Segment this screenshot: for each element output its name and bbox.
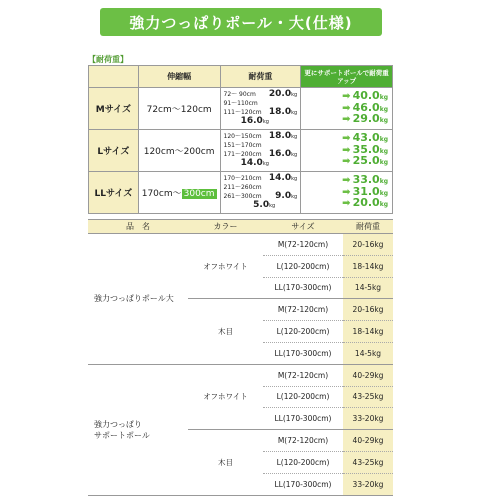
table-row [88, 364, 393, 386]
product-name-cell: 強力つっぱりポール大 [88, 234, 188, 365]
spec-header-length: 伸縮幅 [138, 66, 220, 88]
size-cell: L(120-200cm) [263, 386, 343, 408]
detail-header-load: 耐荷重 [343, 220, 393, 234]
spec-loads-cell [220, 130, 301, 172]
spec-loads-cell [220, 88, 301, 130]
spec-upgrade-value: 40.0kg [352, 89, 388, 103]
spec-length-highlight: 300cm [183, 189, 215, 199]
arrow-right-icon: ➡ [342, 114, 351, 126]
spec-load-unit: kg [291, 134, 298, 140]
spec-load-value: 18.0kg [268, 107, 298, 117]
spec-load-unit: kg [291, 152, 298, 158]
load-cell: 20-16kg [343, 234, 393, 256]
detail-header-size: サイズ [263, 220, 343, 234]
size-cell: LL(170-300cm) [263, 408, 343, 430]
spec-header-load: 耐荷重 [220, 66, 301, 88]
spec-load-value: 9.0kg [275, 191, 298, 201]
spec-load-value: 20.0kg [268, 89, 298, 99]
spec-length-text: 72cm〜120cm [146, 105, 212, 115]
size-cell: M(72-120cm) [263, 430, 343, 452]
spec-load-value: 5.0kg [253, 200, 276, 210]
load-cell: 40-29kg [343, 430, 393, 452]
spec-size-cell: Mサイズ [89, 88, 139, 130]
spec-upgrade-value: 46.0kg [352, 100, 388, 114]
load-cell: 43-25kg [343, 451, 393, 473]
spec-size-cell: Lサイズ [89, 130, 139, 172]
arrow-right-icon: ➡ [342, 102, 351, 114]
spec-load-line [224, 132, 298, 141]
load-cell: 33-20kg [343, 473, 393, 495]
product-detail-table [88, 219, 393, 496]
load-cell: 18-14kg [343, 255, 393, 277]
size-cell: M(72-120cm) [263, 299, 343, 321]
spec-load-value: 16.0kg [240, 116, 269, 126]
spec-load-range: 171〜200cm [223, 151, 262, 158]
load-cell: 33-20kg [343, 408, 393, 430]
spec-upgrade-line [305, 114, 388, 126]
load-cell: 40-29kg [343, 364, 393, 386]
size-cell: L(120-200cm) [263, 451, 343, 473]
table-row [88, 234, 393, 256]
load-cell: 14-5kg [343, 342, 393, 364]
load-cell: 20-16kg [343, 299, 393, 321]
spec-length-cell [138, 130, 220, 172]
detail-header-product: 品 名 [88, 220, 188, 234]
spec-upgrade-unit: kg [379, 117, 388, 125]
size-cell: M(72-120cm) [263, 234, 343, 256]
spec-upgrade-value: 35.0kg [352, 142, 388, 156]
spec-load-value: 14.0kg [240, 158, 269, 168]
spec-load-range: 170〜210cm [223, 175, 262, 182]
spec-load-line [224, 174, 298, 183]
size-cell: M(72-120cm) [263, 364, 343, 386]
color-cell: 木目 [188, 299, 263, 364]
spec-load-range: 91〜110cm [223, 100, 258, 107]
spec-load-range: 111〜120cm [223, 109, 262, 116]
spec-load-unit: kg [291, 176, 298, 182]
load-cell: 18-14kg [343, 321, 393, 343]
arrow-right-icon: ➡ [342, 91, 351, 103]
spec-upgrade-unit: kg [379, 159, 388, 167]
spec-load-range: 151〜170cm [223, 142, 262, 149]
size-cell: L(120-200cm) [263, 321, 343, 343]
spec-load-range: 211〜260cm [223, 184, 262, 191]
spec-upgrade-unit: kg [379, 189, 388, 197]
spec-load-range: 72〜 90cm [223, 91, 256, 98]
spec-upgrade-unit: kg [379, 136, 388, 144]
arrow-right-icon: ➡ [342, 133, 351, 145]
spec-load-value: 14.0kg [268, 173, 298, 183]
spec-upgrade-value: 25.0kg [352, 154, 388, 168]
spec-upgrade-unit: kg [379, 201, 388, 209]
spec-upgrade-line [305, 156, 388, 168]
spec-load-unit: kg [262, 119, 269, 125]
spec-length-cell [138, 88, 220, 130]
spec-loads-cell [220, 172, 301, 214]
color-cell: オフホワイト [188, 364, 263, 429]
spec-length-cell [138, 172, 220, 214]
spec-length-text: 170cm〜 [141, 189, 182, 199]
spec-header-upgrade: 更にサポートポールで耐荷重アップ [301, 66, 393, 88]
spec-upgrade-cell [301, 172, 393, 214]
spec-header-blank [89, 66, 139, 88]
spec-upgrade-cell [301, 130, 393, 172]
spec-load-unit: kg [291, 194, 298, 200]
spec-load-unit: kg [269, 203, 276, 209]
spec-load-range: 261〜300cm [223, 193, 262, 200]
spec-load-line [224, 90, 298, 99]
product-name-cell: 強力つっぱり サポートポール [88, 364, 188, 495]
spec-row [89, 88, 393, 130]
spec-upgrade-cell [301, 88, 393, 130]
spec-upgrade-value: 29.0kg [352, 112, 388, 126]
size-cell: L(120-200cm) [263, 255, 343, 277]
arrow-right-icon: ➡ [342, 156, 351, 168]
spec-row [89, 172, 393, 214]
spec-load-unit: kg [291, 110, 298, 116]
spec-upgrade-value: 33.0kg [352, 173, 388, 187]
spec-upgrade-unit: kg [379, 147, 388, 155]
arrow-right-icon: ➡ [342, 198, 351, 210]
color-cell: 木目 [188, 430, 263, 495]
spec-upgrade-unit: kg [379, 178, 388, 186]
spec-upgrade-unit: kg [379, 94, 388, 102]
load-spec-table [88, 65, 393, 214]
spec-length-text: 120cm〜200cm [143, 147, 215, 157]
load-section-label: 【耐荷重】 [88, 55, 128, 64]
arrow-right-icon: ➡ [342, 186, 351, 198]
spec-upgrade-line [305, 198, 388, 210]
spec-upgrade-value: 20.0kg [352, 196, 388, 210]
spec-upgrade-value: 31.0kg [352, 184, 388, 198]
size-cell: LL(170-300cm) [263, 342, 343, 364]
page-title: 強力つっぱりポール・大(仕様) [100, 8, 382, 36]
arrow-right-icon: ➡ [342, 175, 351, 187]
spec-upgrade-value: 43.0kg [352, 131, 388, 145]
spec-load-value: 18.0kg [268, 131, 298, 141]
size-cell: LL(170-300cm) [263, 473, 343, 495]
spec-load-range: 120〜150cm [223, 133, 262, 140]
spec-row [89, 130, 393, 172]
spec-load-unit: kg [291, 92, 298, 98]
spec-size-cell: LLサイズ [89, 172, 139, 214]
arrow-right-icon: ➡ [342, 144, 351, 156]
spec-load-unit: kg [262, 161, 269, 167]
detail-header-color: カラー [188, 220, 263, 234]
spec-upgrade-unit: kg [379, 105, 388, 113]
load-cell: 43-25kg [343, 386, 393, 408]
load-cell: 14-5kg [343, 277, 393, 299]
spec-load-value: 16.0kg [268, 149, 298, 159]
color-cell: オフホワイト [188, 234, 263, 299]
size-cell: LL(170-300cm) [263, 277, 343, 299]
